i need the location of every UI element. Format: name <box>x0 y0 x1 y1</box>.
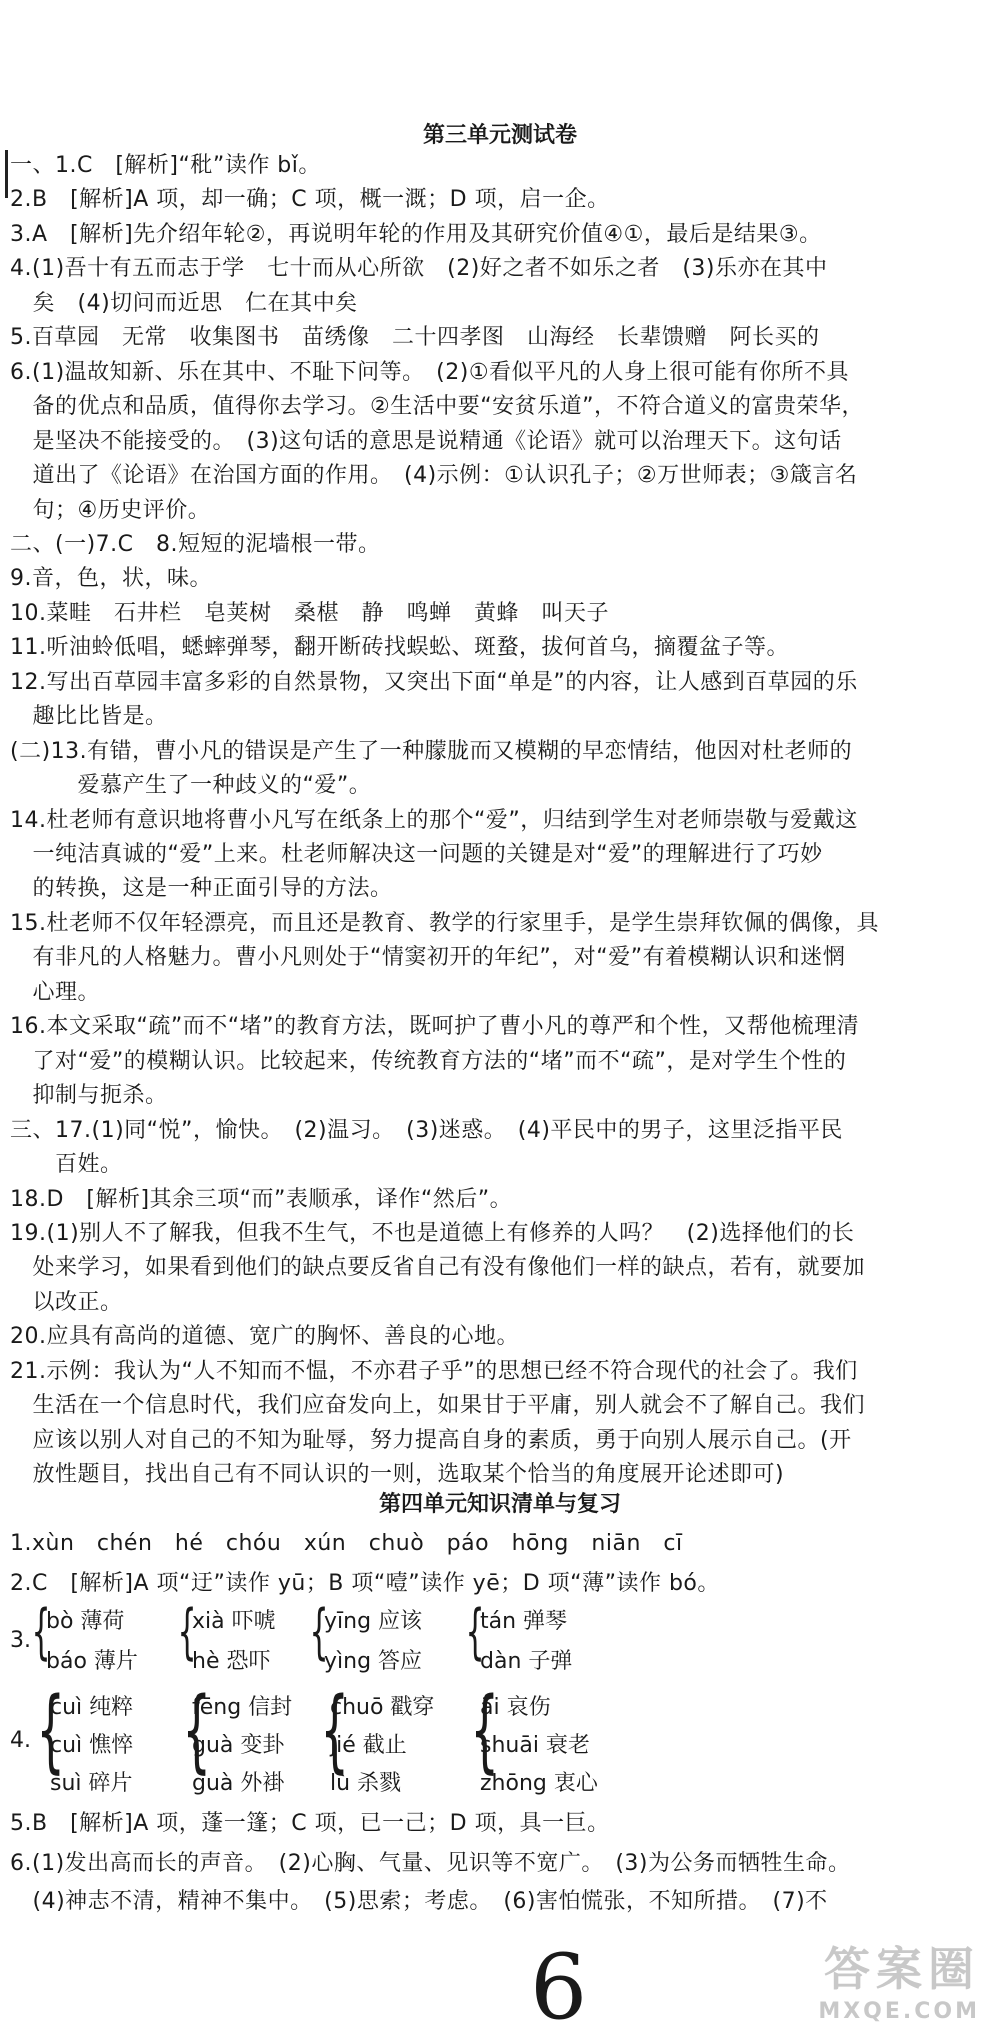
unit4-q6-line2: (4)神志不清，精神不集中。 (5)思索；考虑。 (6)害怕慌张，不知所措。 (7)不 <box>10 1889 828 1914</box>
unit4-q5: 5.B [解析]A 项，蓬一篷；C 项，已一己；D 项，具一巨。 <box>10 1811 610 1836</box>
q4-item: fēng 信封 <box>192 1695 293 1720</box>
unit3-answer-line: 21.示例：我认为“人不知而不愠，不亦君子乎”的思想已经不符合现代的社会了。我们 <box>10 1358 858 1384</box>
watermark-logo <box>818 1933 980 2024</box>
unit3-answer-line: 句；④历史评价。 <box>10 497 211 523</box>
q4-item: cuì 憔悴 <box>50 1733 134 1758</box>
q4-item: guà 外褂 <box>192 1771 285 1796</box>
q3-item: báo 薄片 <box>46 1649 138 1674</box>
q4-item: chuō 戳穿 <box>330 1695 435 1720</box>
q4-item: cuì 纯粹 <box>50 1695 134 1720</box>
margin-mark <box>5 150 8 198</box>
q3-item: tán 弹琴 <box>480 1609 568 1634</box>
unit3-answer-line: 三、17.(1)同“悦”，愉快。 (2)温习。 (3)迷惑。 (4)平民中的男子，这里泛指平民 <box>10 1117 843 1143</box>
unit3-answer-line: 了对“爱”的模糊认识。比较起来，传统教育方法的“堵”而不“疏”，是对学生个性的 <box>10 1048 847 1074</box>
unit3-title: 第三单元测试卷 <box>422 123 577 148</box>
unit4-q6-line1: 6.(1)发出高而长的声音。 (2)心胸、气量、见识等不宽广。 (3)为公务而牺牲生命。 <box>10 1851 851 1876</box>
unit4-title: 第四单元知识清单与复习 <box>378 1492 621 1517</box>
brace-icon: { <box>177 1597 197 1667</box>
unit3-answer-line: 20.应具有高尚的道德、宽广的胸怀、善良的心地。 <box>10 1324 519 1350</box>
unit3-answer-line: 心理。 <box>10 979 101 1005</box>
unit4-q2: 2.C [解析]A 项“迂”读作 yū；B 项“噎”读作 yē；D 项“薄”读作 bó。 <box>10 1571 720 1596</box>
unit3-answer-line: 处来学习，如果看到他们的缺点要反省自己有没有像他们一样的缺点，若有，就要加 <box>10 1255 866 1281</box>
unit3-answer-line: 12.写出百草园丰富多彩的自然景物，又突出下面“单是”的内容，让人感到百草园的乐 <box>10 669 858 695</box>
unit3-answer-line: 16.本文采取“疏”而不“堵”的教育方法，既呵护了曹小凡的尊严和个性，又帮他梳理清 <box>10 1014 860 1040</box>
brace-icon: { <box>36 1678 65 1783</box>
q4-item: āi 哀伤 <box>480 1695 551 1720</box>
brace-icon: { <box>470 1678 499 1783</box>
unit3-answer-line: 的转换，这是一种正面引导的方法。 <box>10 876 393 902</box>
unit3-answer-line: 2.B [解析]A 项，却一确；C 项，概一溉；D 项，启一企。 <box>10 187 610 213</box>
unit3-answer-line: 放性题目，找出自己有不同认识的一则，选取某个恰当的角度展开论述即可) <box>10 1462 785 1488</box>
brace-icon: { <box>465 1597 485 1667</box>
unit3-answer-line: 抑制与扼杀。 <box>10 1083 168 1109</box>
unit3-answer-line: 11.听油蛉低唱，蟋蟀弹琴，翻开断砖找蜈蚣、斑蝥，拔何首乌，摘覆盆子等。 <box>10 635 789 661</box>
q4-item: guà 变卦 <box>192 1733 285 1758</box>
brace-icon: { <box>320 1678 349 1783</box>
unit3-answer-line: 15.杜老师不仅年轻漂亮，而且还是教育、教学的行家里手，是学生崇拜钦佩的偶像，具 <box>10 910 879 936</box>
unit4-q3-label: 3. <box>10 1628 31 1653</box>
q3-item: hè 恐吓 <box>192 1649 271 1674</box>
q3-item: yīng 应该 <box>324 1609 423 1634</box>
unit3-answer-line: 有非凡的人格魅力。曹小凡则处于“情窦初开的年纪”，对“爱”有着模糊认识和迷惘 <box>10 945 846 971</box>
unit3-answer-line: 以改正。 <box>10 1289 123 1315</box>
unit3-answer-line: 爱慕产生了一种歧义的“爱”。 <box>10 773 372 799</box>
unit3-answer-line: 是坚决不能接受的。 (3)这句话的意思是说精通《论语》就可以治理天下。这句话 <box>10 428 842 454</box>
unit3-answer-line: 备的优点和品质，值得你去学习。②生活中要“安贫乐道”，不符合道义的富贵荣华， <box>10 394 865 420</box>
unit3-answer-line: 一纯洁真诚的“爱”上来。杜老师解决这一问题的关键是对“爱”的理解进行了巧妙 <box>10 842 823 867</box>
watermark-main: 答案圈 <box>824 1942 980 1996</box>
watermark-sub: MXQE.COM <box>818 1999 980 2024</box>
unit3-answer-line: 14.杜老师有意识地将曹小凡写在纸条上的那个“爱”，归结到学生对老师崇敬与爱戴这 <box>10 807 858 833</box>
q3-item: bò 薄荷 <box>46 1609 125 1634</box>
q4-item: shuāi 衰老 <box>480 1733 590 1758</box>
q4-item: suì 碎片 <box>50 1771 133 1796</box>
unit3-answer-line: 18.D [解析]其余三项“而”表顺承，译作“然后”。 <box>10 1186 513 1212</box>
unit3-answer-line: 一、1.C [解析]“秕”读作 bǐ。 <box>10 153 321 178</box>
unit3-answer-line: 9.音，色，状，味。 <box>10 566 212 592</box>
q4-item: zhōng 衷心 <box>480 1771 598 1796</box>
q3-item: xià 吓唬 <box>192 1609 276 1634</box>
q4-item: lù 杀戮 <box>330 1771 402 1796</box>
brace-icon: { <box>182 1678 211 1783</box>
unit3-answer-line: 3.A [解析]先介绍年轮②，再说明年轮的作用及其研究价值④①，最后是结果③。 <box>10 221 822 247</box>
unit3-answer-line: 6.(1)温故知新、乐在其中、不耻下问等。 (2)①看似平凡的人身上很可能有你所不具 <box>10 359 850 385</box>
unit3-answer-line: 10.菜畦 石井栏 皂荚树 桑椹 静 鸣蝉 黄蜂 叫天子 <box>10 600 609 626</box>
q3-item: yìng 答应 <box>324 1649 423 1674</box>
unit3-answer-line: (二)13.有错，曹小凡的错误是产生了一种朦胧而又模糊的早恋情结，他因对杜老师的 <box>10 738 853 764</box>
unit3-answer-line: 生活在一个信息时代，我们应奋发向上，如果甘于平庸，别人就会不了解自己。我们 <box>10 1393 866 1419</box>
unit3-answer-line: 应该以别人对自己的不知为耻辱，努力提高自身的素质，勇于向别人展示自己。(开 <box>10 1427 852 1453</box>
unit3-answer-line: 趣比比皆是。 <box>10 704 168 730</box>
unit4-q1: 1.xùn chén hé chóu xún chuò páo hōng niān cī <box>10 1531 683 1556</box>
page-number: 6 <box>530 1935 588 2040</box>
q3-item: dàn 子弹 <box>480 1649 573 1674</box>
unit4-q4-label: 4. <box>10 1728 31 1753</box>
unit3-answer-line: 5.百草园 无常 收集图书 苗绣像 二十四孝图 山海经 长辈馈赠 阿长买的 <box>10 325 820 351</box>
unit3-answer-line: 百姓。 <box>10 1152 123 1178</box>
unit3-answer-line: 19.(1)别人不了解我，但我不生气，不也是道德上有修养的人吗？ (2)选择他们的长 <box>10 1220 855 1246</box>
brace-icon: { <box>31 1597 51 1667</box>
q4-item: jié 截止 <box>330 1733 407 1758</box>
unit3-answer-line: 4.(1)吾十有五而志于学 七十而从心所欲 (2)好之者不如乐之者 (3)乐亦在其中 <box>10 256 828 282</box>
unit3-answer-line: 矣 (4)切问而近思 仁在其中矣 <box>10 290 358 316</box>
unit3-answer-line: 道出了《论语》在治国方面的作用。 (4)示例：①认识孔子；②万世师表；③箴言名 <box>10 463 858 489</box>
brace-icon: { <box>309 1597 329 1667</box>
unit3-answer-line: 二、(一)7.C 8.短短的泥墙根一带。 <box>10 531 381 557</box>
